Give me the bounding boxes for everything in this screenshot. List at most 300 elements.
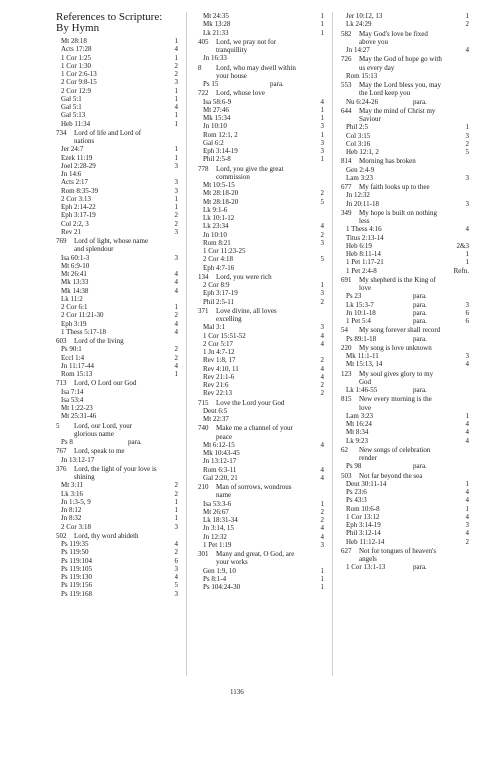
reference-text: Mk 10:43-45 <box>203 449 240 457</box>
hymn-title-line: tranquillity <box>216 46 248 54</box>
scripture-reference <box>198 500 324 508</box>
hymn-number: 582 <box>341 29 352 38</box>
scripture-reference <box>56 178 178 186</box>
reference-text: Ps 90:1 <box>61 345 82 354</box>
hymn-entry <box>341 370 469 387</box>
scripture-reference <box>56 303 178 311</box>
hymn-title-line: shining <box>74 473 95 481</box>
reference-text: Gal 5:13 <box>61 111 86 120</box>
scripture-reference <box>341 386 469 394</box>
reference-text: Mt 1:22-23 <box>61 404 93 412</box>
reference-text: 1 Pet 1:19 <box>203 540 232 549</box>
scripture-reference <box>56 187 178 195</box>
reference-text: Ps 119:104 <box>61 556 93 565</box>
reference-text: 2 Cor 4:18 <box>203 255 233 264</box>
verse-number: 2 <box>320 189 324 198</box>
scripture-reference <box>341 98 469 106</box>
hymn-number: 713 <box>56 379 67 388</box>
scripture-reference <box>56 481 178 489</box>
hymn-title-line: Lord of light, whose name <box>74 237 149 245</box>
hymn-entry <box>341 326 469 334</box>
hymn-title-line: Lord, speak to me <box>74 447 125 456</box>
reference-text: Jn 10:10 <box>203 230 227 239</box>
hymn-number: 134 <box>198 272 209 281</box>
reference-text: Jn 10:10 <box>203 122 227 131</box>
scripture-reference <box>198 567 324 575</box>
scripture-reference <box>198 131 324 139</box>
hymn-title-line: My hope is built on nothing <box>359 208 437 217</box>
scripture-reference <box>341 292 469 300</box>
verse-number: 2 <box>174 345 178 354</box>
reference-text: Gal 2:20, 21 <box>203 473 238 482</box>
hymn-number: 814 <box>341 157 352 166</box>
reference-text: Nu 6:24-26 <box>346 97 379 106</box>
hymn-title-line: Not far beyond the sea <box>359 471 423 480</box>
verse-number: 6 <box>465 308 469 317</box>
hymn-entry <box>198 307 324 324</box>
hymn-title-line: Lord of life and Lord of <box>74 128 142 137</box>
verse-number: 1 <box>465 504 469 513</box>
scripture-reference <box>198 466 324 474</box>
hymn-number: 691 <box>341 275 352 284</box>
scripture-reference <box>341 437 469 445</box>
scripture-reference <box>56 78 178 86</box>
verse-number: 4 <box>174 361 178 370</box>
reference-text: Jn 13:12-17 <box>203 457 237 466</box>
hymn-title-line: Love the Lord your God <box>216 398 285 407</box>
paraphrase-note: para. <box>413 300 427 309</box>
verse-number: 3 <box>174 227 178 236</box>
reference-text: Lk 21:33 <box>203 28 229 37</box>
hymn-number: 715 <box>198 398 209 407</box>
hymn-number: 301 <box>198 550 209 558</box>
scripture-reference <box>341 529 469 537</box>
scripture-reference <box>56 295 178 303</box>
hymn-entry <box>341 81 469 98</box>
reference-text: Mk 11:1-11 <box>346 352 379 360</box>
reference-text: Mk 13:33 <box>61 278 89 287</box>
scripture-reference <box>56 523 178 531</box>
reference-text: Rev 21:1-6 <box>203 372 235 381</box>
verse-number: 3 <box>320 238 324 247</box>
hymn-entry <box>341 276 469 293</box>
scripture-reference <box>56 220 178 228</box>
scripture-reference <box>56 514 178 522</box>
column-divider <box>332 12 333 676</box>
verse-number: 4 <box>465 46 469 54</box>
scripture-reference <box>56 95 178 103</box>
verse-number: 4 <box>465 512 469 521</box>
hymn-title-line: Lord, you give the great <box>216 164 284 173</box>
scripture-reference <box>198 348 324 356</box>
reference-text: Deut 30:11-14 <box>346 479 387 488</box>
scripture-reference <box>56 87 178 95</box>
scripture-reference <box>56 62 178 70</box>
reference-text: Gal 5:1 <box>61 94 82 103</box>
column-divider <box>186 12 187 676</box>
scripture-reference <box>198 247 324 255</box>
hymn-title-line: New every morning is the <box>359 395 432 404</box>
hymn-title-line: May the God of hope go with <box>359 55 442 64</box>
scripture-reference <box>56 145 178 153</box>
verse-number: 4 <box>320 339 324 348</box>
verse-number: 1 <box>174 194 178 203</box>
scripture-reference <box>341 521 469 529</box>
reference-text: Lk 9:1-6 <box>203 205 228 214</box>
reference-text: Rom 8:35-39 <box>61 186 99 195</box>
reference-text: Heb 11:12-14 <box>346 537 385 546</box>
scripture-reference <box>56 581 178 589</box>
scripture-reference <box>56 120 178 128</box>
scripture-reference <box>341 563 469 571</box>
scripture-reference <box>56 37 178 45</box>
reference-text: 1 Thess 4:16 <box>346 225 382 234</box>
scripture-reference <box>56 573 178 581</box>
hymn-number: 405 <box>198 37 209 46</box>
verse-number: 2 <box>174 61 178 70</box>
scripture-reference <box>198 332 324 340</box>
heading-line-1: References to Scripture: <box>56 11 163 23</box>
scripture-reference <box>341 496 469 504</box>
verse-number: 1 <box>320 105 324 114</box>
scripture-reference <box>198 298 324 306</box>
reference-text: Phil 2:5-8 <box>203 155 231 164</box>
reference-text: Mt 27:46 <box>203 105 229 114</box>
reference-text: Rev 4:10, 11 <box>203 364 239 373</box>
reference-text: 1 Pet 5:4 <box>346 317 371 325</box>
reference-text: Eph 4:7-16 <box>203 263 235 272</box>
hymn-title-line: Lord, the light of your love is <box>74 464 157 473</box>
verse-number: 3 <box>174 253 178 262</box>
scripture-reference <box>198 524 324 532</box>
reference-text: Rom 15:13 <box>346 71 378 80</box>
reference-text: Isa 53:4 <box>61 395 84 404</box>
scripture-reference <box>198 516 324 524</box>
reference-text: Ps 15 <box>203 80 219 88</box>
hymn-entry <box>341 107 469 124</box>
scripture-reference <box>341 352 469 360</box>
reference-text: Rom 8:21 <box>203 238 231 247</box>
hymn-entry <box>341 395 469 412</box>
hymn-title-line: love <box>359 403 372 412</box>
reference-text: Jer 24:7 <box>61 145 84 154</box>
hymn-title-line: your house <box>216 71 247 80</box>
scripture-reference <box>198 106 324 114</box>
hymn-title-line: Not for tongues of heaven's <box>359 546 437 555</box>
reference-text: Ps 98 <box>346 462 362 471</box>
scripture-reference <box>56 103 178 111</box>
scripture-reference <box>56 490 178 498</box>
paraphrase-note: para. <box>413 317 427 325</box>
verse-number: 2&3 <box>456 241 469 250</box>
verse-number: 1 <box>174 153 178 162</box>
hymn-title-line: My shepherd is the King of <box>359 275 436 284</box>
scripture-reference <box>56 590 178 598</box>
reference-text: Lam 3:23 <box>346 411 374 420</box>
scripture-reference <box>341 174 469 182</box>
verse-number: 4 <box>174 540 178 548</box>
reference-text: Ps 23:6 <box>346 488 367 496</box>
hymn-number: 722 <box>198 89 209 98</box>
hymn-entry <box>56 129 178 146</box>
reference-text: Eph 3:14-19 <box>203 147 238 155</box>
paraphrase-note: para. <box>128 438 142 446</box>
reference-text: Jn 20:11-18 <box>346 199 379 208</box>
index-column-1 <box>56 12 178 598</box>
reference-text: Mt 3:11 <box>61 481 84 490</box>
reference-text: Acts 2:17 <box>61 178 89 187</box>
scripture-reference <box>56 354 178 362</box>
reference-text: 2 Cor 11:21-30 <box>61 311 104 320</box>
reference-text: 1 Thess 5:17-18 <box>61 327 106 336</box>
verse-number: 1 <box>174 111 178 120</box>
verse-number: 1 <box>174 203 178 211</box>
verse-number: 4 <box>320 331 324 340</box>
hymn-number: 62 <box>341 445 348 454</box>
scripture-reference <box>56 362 178 370</box>
reference-text: Mt 26:41 <box>61 270 87 278</box>
scripture-reference <box>198 214 324 222</box>
hymn-entry <box>341 157 469 165</box>
reference-text: Mt 26:67 <box>203 507 229 516</box>
reference-text: Phil 2:5 <box>346 123 368 132</box>
reference-text: Jn 10:1-18 <box>346 308 376 317</box>
hymn-number: 815 <box>341 395 352 404</box>
scripture-reference <box>198 54 324 62</box>
verse-number: 4 <box>465 428 469 437</box>
verse-number: 5 <box>320 255 324 264</box>
scripture-reference <box>198 114 324 122</box>
reference-text: 1 Cor 15:51-52 <box>203 331 246 340</box>
scripture-reference <box>341 267 469 275</box>
verse-number: 3 <box>174 522 178 531</box>
scripture-reference <box>341 250 469 258</box>
verse-number: 4 <box>320 222 324 231</box>
scripture-reference <box>198 189 324 197</box>
reference-text: Heb 8:11-14 <box>346 250 381 258</box>
reference-text: Jer 10:12, 13 <box>346 12 383 20</box>
reference-text: Eph 3:14-19 <box>346 521 381 529</box>
scripture-reference <box>56 170 178 178</box>
scripture-reference <box>56 565 178 573</box>
reference-text: Ps 89:1-18 <box>346 334 377 343</box>
reference-text: Heb 12:1, 2 <box>346 148 379 156</box>
reference-text: Ps 119:156 <box>61 581 93 590</box>
reference-text: Mk 14:38 <box>61 286 89 295</box>
verse-number: 1 <box>465 123 469 132</box>
reference-text: Rev 22:13 <box>203 389 232 398</box>
reference-text: Eccl 1:4 <box>61 353 85 362</box>
scripture-reference <box>198 139 324 147</box>
verse-number: 5 <box>174 581 178 590</box>
scripture-reference <box>341 148 469 156</box>
hymn-title-line: May the Lord bless you, may <box>359 81 442 89</box>
verse-number: 4 <box>320 372 324 381</box>
verse-number: 1 <box>174 514 178 523</box>
scripture-reference <box>341 505 469 513</box>
scripture-reference <box>56 154 178 162</box>
hymn-entry <box>198 399 324 407</box>
reference-text: Titus 2:13-14 <box>346 233 384 242</box>
reference-text: Lk 15:3-7 <box>346 300 374 309</box>
paraphrase-note: para. <box>413 462 427 471</box>
verse-number: 3 <box>320 138 324 147</box>
verse-number: 1 <box>174 506 178 514</box>
hymn-title-line: render <box>359 454 377 462</box>
verse-number: 4 <box>174 573 178 581</box>
reference-text: Mt 8:34 <box>346 428 369 437</box>
verse-number: 1 <box>174 145 178 154</box>
reference-text: 2 Cor 5:17 <box>203 339 233 348</box>
hymn-number: 553 <box>341 81 352 89</box>
hymn-entry <box>341 55 469 72</box>
verse-number: 4 <box>465 529 469 538</box>
scripture-reference <box>198 356 324 364</box>
verse-number: 2 <box>465 139 469 148</box>
reference-text: 2 Cor 3:13 <box>61 194 91 203</box>
scripture-reference <box>56 506 178 514</box>
hymn-title-line: your works <box>216 558 248 567</box>
scripture-reference <box>198 373 324 381</box>
reference-text: Ps 23 <box>346 292 362 301</box>
scripture-reference <box>341 412 469 420</box>
verse-number: 1 <box>174 370 178 378</box>
verse-number: 2 <box>174 548 178 557</box>
reference-text: Jn 8:12 <box>61 506 82 514</box>
reference-text: Phil 3:12-14 <box>346 529 381 538</box>
verse-number: 3 <box>174 564 178 573</box>
verse-number: 4 <box>465 488 469 496</box>
hymn-title-line: us every day <box>359 63 395 72</box>
hymn-title-line: commission <box>216 172 250 181</box>
verse-number: 2 <box>174 311 178 320</box>
reference-text: Col 2:2, 3 <box>61 219 89 228</box>
scripture-reference <box>341 309 469 317</box>
verse-number: 4 <box>320 440 324 449</box>
reference-text: 1 Jn 4:7-12 <box>203 348 235 356</box>
scripture-reference <box>198 407 324 415</box>
verse-number: 1 <box>320 566 324 575</box>
reference-text: Isa 53:3-6 <box>203 499 232 508</box>
verse-number: 4 <box>320 97 324 106</box>
verse-number: 2 <box>320 230 324 239</box>
scripture-reference <box>341 140 469 148</box>
reference-text: Jn 14:27 <box>346 46 370 54</box>
hymn-entry <box>341 547 469 564</box>
hymn-title-line: Love divine, all loves <box>216 306 277 315</box>
verse-number: 4 <box>465 496 469 505</box>
verse-number: 1 <box>465 479 469 488</box>
scripture-reference <box>56 287 178 295</box>
scripture-reference <box>341 360 469 368</box>
verse-number: 4 <box>174 103 178 111</box>
verse-number: 2 <box>320 381 324 389</box>
hymn-number: 603 <box>56 337 67 345</box>
verse-number: 1 <box>320 499 324 508</box>
scripture-reference <box>341 12 469 20</box>
verse-number: 4 <box>174 45 178 54</box>
verse-number: 3 <box>174 178 178 187</box>
hymn-number: 376 <box>56 464 67 473</box>
hymn-entry <box>56 422 178 439</box>
paraphrase-note: para. <box>413 386 427 394</box>
verse-number: 3 <box>320 289 324 298</box>
scripture-reference <box>198 289 324 297</box>
reference-text: Ps 119:105 <box>61 564 93 573</box>
verse-number: 1 <box>320 12 324 20</box>
verse-number: 1 <box>174 497 178 506</box>
scripture-reference <box>341 242 469 250</box>
hymn-title-line: Lord, thy word abideth <box>74 531 139 540</box>
hymn-title-line: Many and great, O God, are <box>216 550 295 558</box>
verse-number: 1 <box>320 130 324 139</box>
paraphrase-note: para. <box>413 97 427 106</box>
scripture-reference <box>198 281 324 289</box>
hymn-title-line: less <box>359 217 370 225</box>
reference-text: Lk 1:46-55 <box>346 386 378 394</box>
hymn-entry <box>56 532 178 540</box>
hymn-entry <box>198 89 324 97</box>
hymn-entry <box>198 165 324 182</box>
verse-number: 4 <box>320 524 324 533</box>
verse-number: 3 <box>465 352 469 360</box>
reference-text: Jn 13:12-17 <box>61 455 95 464</box>
verse-number: 2 <box>174 481 178 490</box>
verse-number: 4 <box>174 319 178 328</box>
scripture-reference <box>56 345 178 353</box>
reference-text: Isa 7:14 <box>61 387 84 396</box>
verse-number: 2 <box>320 389 324 398</box>
scripture-reference <box>341 480 469 488</box>
hymn-number: 740 <box>198 424 209 433</box>
reference-text: Jn 14:6 <box>61 170 82 178</box>
reference-text: 1 Cor 1:30 <box>61 61 91 70</box>
scripture-reference <box>341 166 469 174</box>
hymn-number: 767 <box>56 447 67 456</box>
reference-text: Mt 6:12-15 <box>203 440 235 449</box>
index-column-2 <box>198 12 324 591</box>
scripture-reference <box>198 541 324 549</box>
scripture-reference <box>198 389 324 397</box>
reference-text: Deut 6:5 <box>203 406 228 415</box>
scripture-reference <box>56 438 178 446</box>
paraphrase-note: para. <box>413 292 427 301</box>
verse-number: 2 <box>465 20 469 29</box>
verse-number: 3 <box>320 323 324 332</box>
scripture-reference <box>56 45 178 53</box>
verse-number: 3 <box>174 589 178 598</box>
hymn-number: 220 <box>341 343 352 352</box>
verse-number: 3 <box>174 186 178 195</box>
verse-number: 1 <box>320 155 324 164</box>
reference-text: Mk 13:28 <box>203 20 231 29</box>
reference-text: Heb 11:34 <box>61 119 91 128</box>
verse-number: 2 <box>320 297 324 306</box>
hymn-entry <box>341 344 469 352</box>
verse-number: 4 <box>320 364 324 373</box>
verse-number: 3 <box>465 199 469 208</box>
heading-line-2: By Hymn <box>56 22 100 34</box>
scripture-reference <box>341 317 469 325</box>
scripture-reference <box>198 533 324 541</box>
hymn-title-line: name <box>216 491 232 500</box>
reference-text: Gen 1:9, 10 <box>203 566 236 575</box>
verse-number: 2 <box>174 353 178 362</box>
verse-number: 3 <box>465 173 469 182</box>
hymn-entry <box>56 237 178 254</box>
scripture-reference <box>56 278 178 286</box>
reference-text: 1 Cor 11:23-25 <box>203 247 246 255</box>
